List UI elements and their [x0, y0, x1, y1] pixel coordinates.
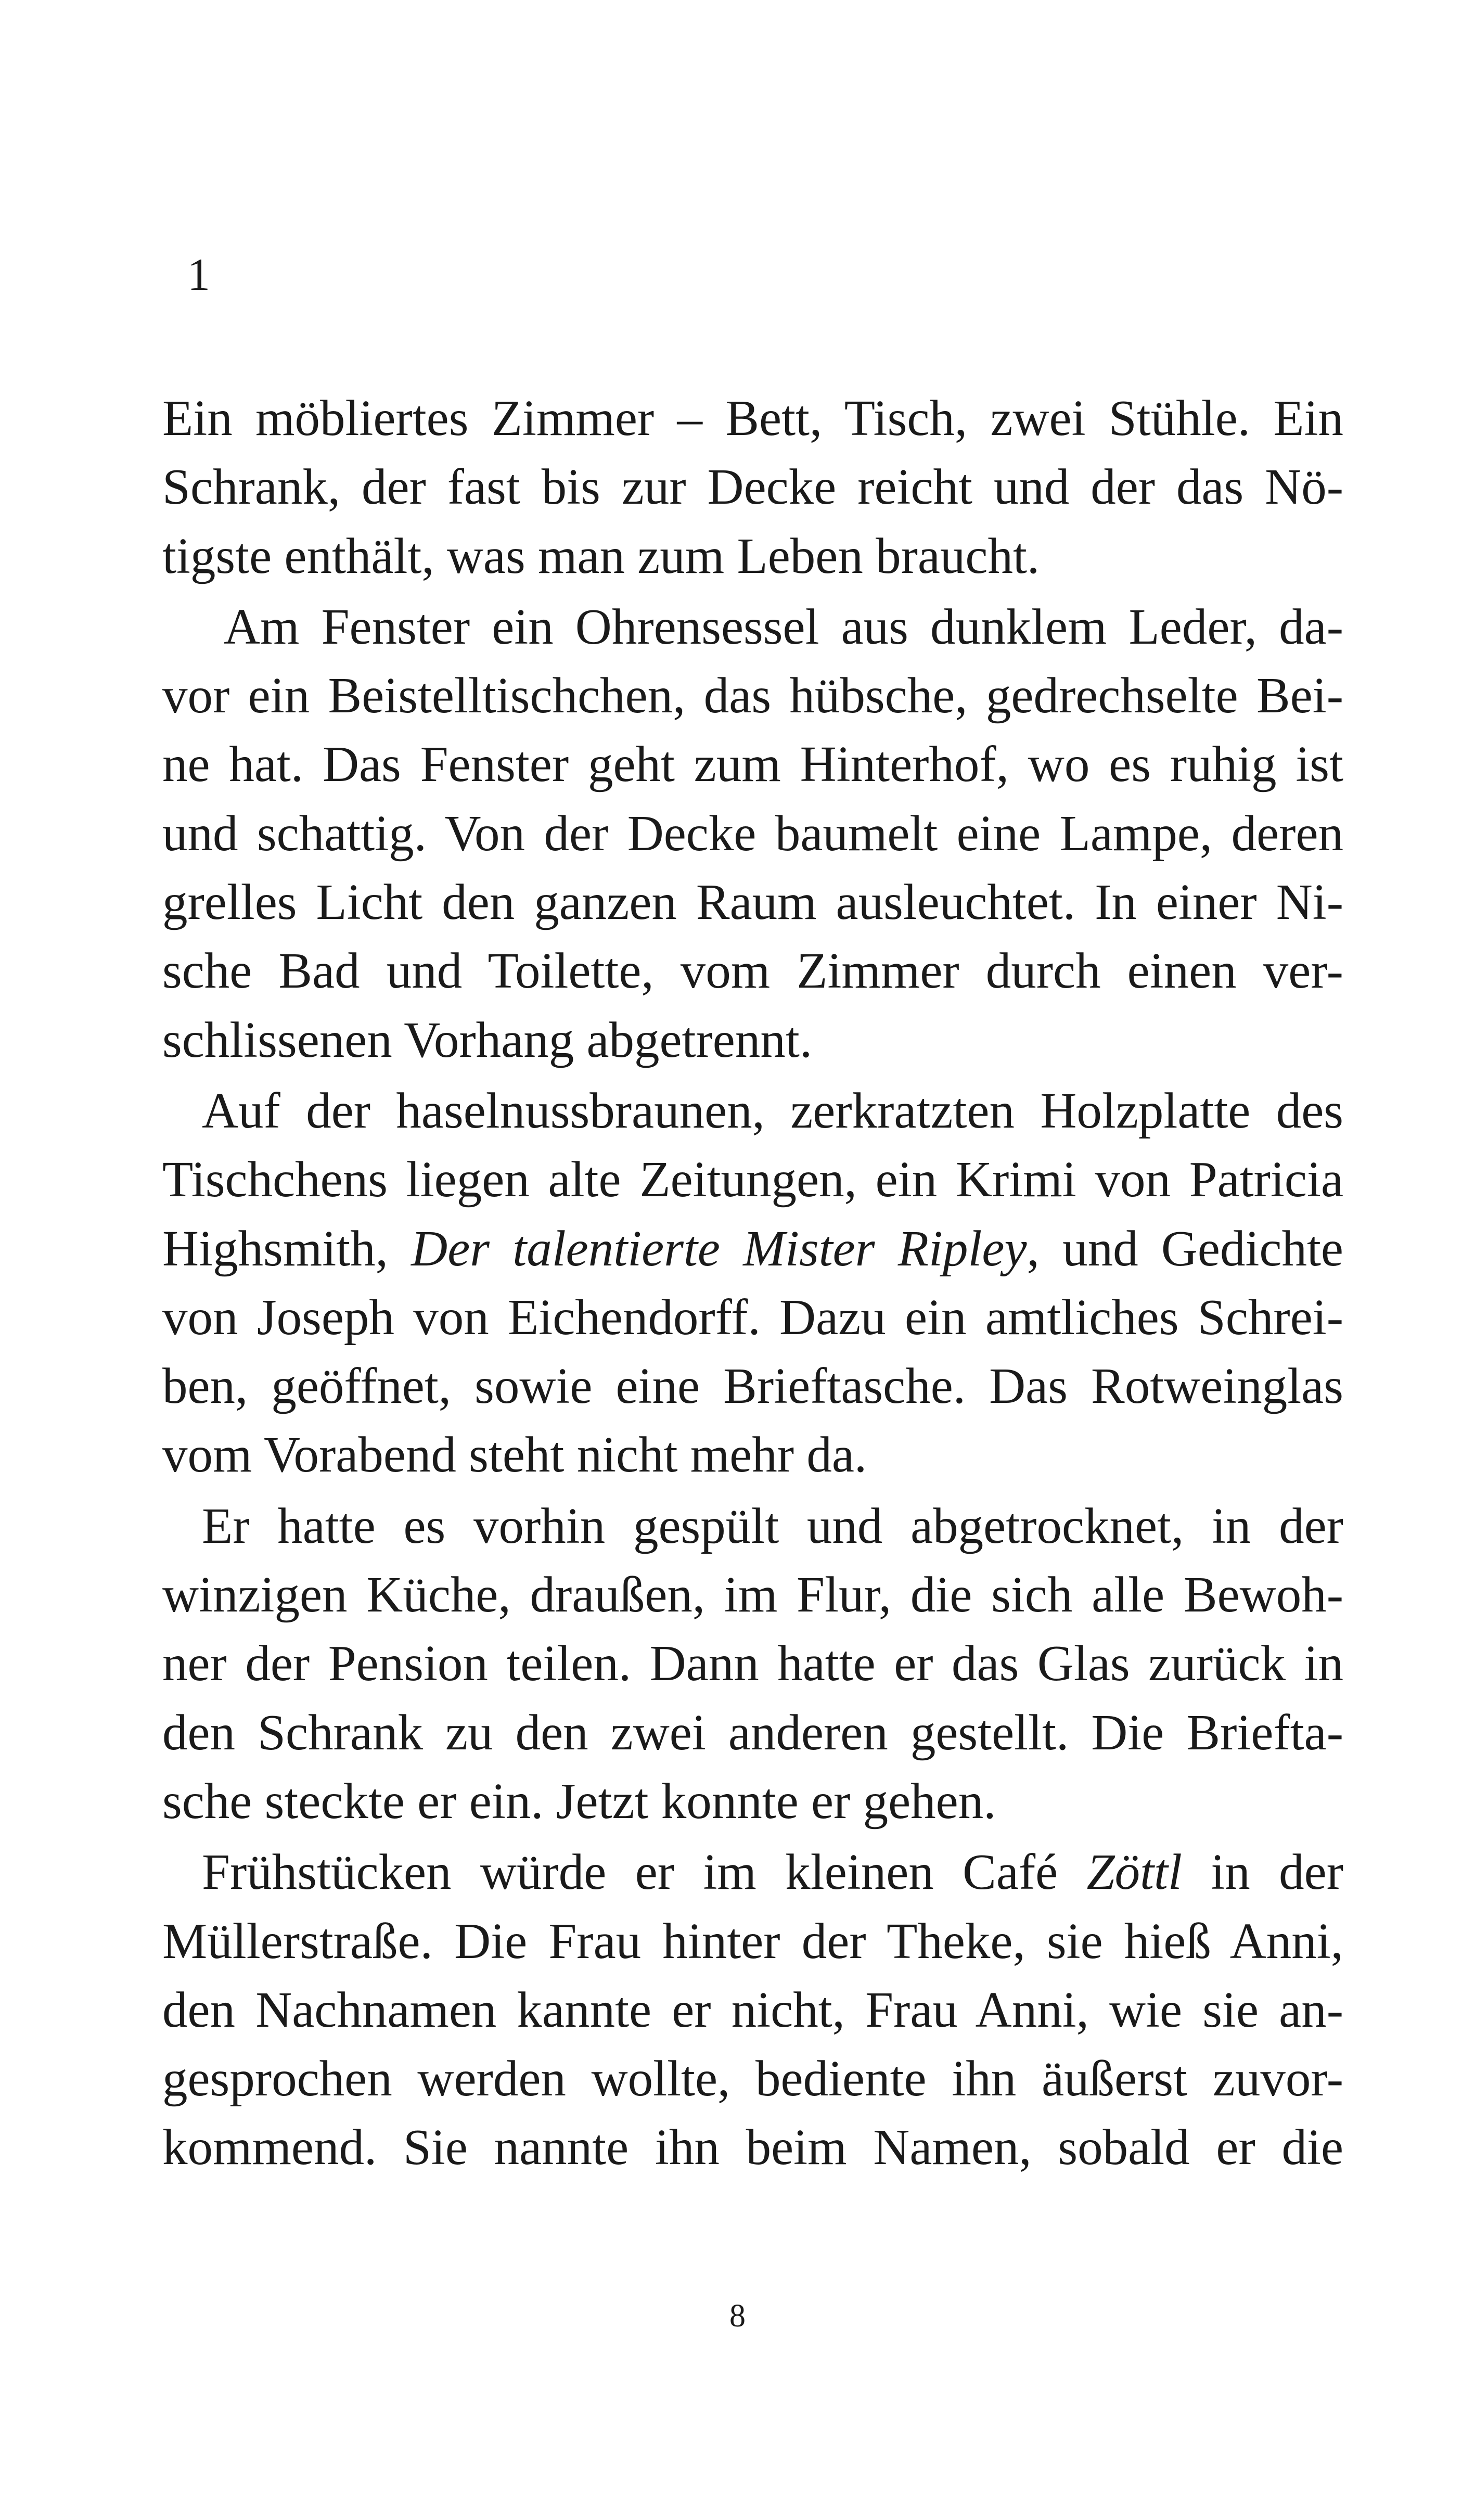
- book-title: Der talentierte Mister Ripley: [411, 1220, 1027, 1276]
- text-fragment: Highsmith,: [162, 1220, 412, 1276]
- paragraph-1: [162, 384, 1343, 591]
- text-line: von Joseph von Eichendorff. Dazu ein amtliches Schrei-: [162, 1289, 1343, 1345]
- text-line: [162, 1838, 1343, 1907]
- cafe-name: Zöttl: [1086, 1844, 1182, 1900]
- text-line: kommend. Sie nannte ihn beim Namen, sobald er die: [162, 2119, 1343, 2176]
- paragraph-2: [162, 593, 1343, 1074]
- text-line: sche Bad und Toilette, vom Zimmer durch einen ver-: [162, 943, 1343, 999]
- text-line: winzigen Küche, draußen, im Flur, die sich alle Bewoh-: [162, 1567, 1343, 1623]
- text-line: vom Vorabend steht nicht mehr da.: [162, 1427, 867, 1483]
- text-line: den Nachnamen kannte er nicht, Frau Anni, wie sie an-: [162, 1981, 1343, 2038]
- text-line: schlissenen Vorhang abgetrennt.: [162, 1012, 813, 1068]
- text-line: ne hat. Das Fenster geht zum Hinterhof, wo es ruhig ist: [162, 736, 1343, 792]
- text-line: ben, geöffnet, sowie eine Brieftasche. Das Rotweinglas: [162, 1358, 1343, 1414]
- paragraph-5: [162, 1838, 1343, 2182]
- text-line: Er hatte es vorhin gespült und abgetrocknet, in der: [202, 1498, 1343, 1554]
- text-line: Am Fenster ein Ohrensessel aus dunklem Leder, da-: [224, 598, 1343, 655]
- text-line: Ein möbliertes Zimmer – Bett, Tisch, zwei Stühle. Ein: [162, 390, 1343, 446]
- text-line: [162, 1214, 1343, 1283]
- text-line: Müllerstraße. Die Frau hinter der Theke, sie hieß Anni,: [162, 1913, 1343, 1969]
- text-line: sche steckte er ein. Jetzt konnte er gehen.: [162, 1773, 996, 1829]
- text-fragment: Frühstücken würde er im kleinen Café: [202, 1844, 1087, 1900]
- text-line: grelles Licht den ganzen Raum ausleuchtet. In einer Ni-: [162, 874, 1343, 930]
- text-line: Auf der haselnussbraunen, zerkratzten Holzplatte des: [202, 1082, 1343, 1139]
- text-line: vor ein Beistelltischchen, das hübsche, gedrechselte Bei-: [162, 668, 1343, 724]
- text-line: den Schrank zu den zwei anderen gestellt. Die Briefta-: [162, 1704, 1343, 1760]
- text-line: und schattig. Von der Decke baumelt eine Lampe, deren: [162, 805, 1343, 861]
- text-line: tigste enthält, was man zum Leben braucht.: [162, 528, 1040, 584]
- text-line: Tischchens liegen alte Zeitungen, ein Krimi von Patricia: [162, 1152, 1343, 1208]
- paragraph-3: [162, 1077, 1343, 1490]
- page-number: 8: [729, 2298, 746, 2334]
- text-line: ner der Pension teilen. Dann hatte er das Glas zurück in: [162, 1635, 1343, 1692]
- text-line: Schrank, der fast bis zur Decke reicht und der das Nö-: [162, 459, 1343, 515]
- chapter-number: 1: [187, 250, 210, 300]
- text-fragment: in der: [1182, 1844, 1343, 1900]
- body-text: [162, 384, 1343, 2182]
- paragraph-4: [162, 1492, 1343, 1836]
- text-fragment: , und Gedichte: [1027, 1220, 1343, 1276]
- text-line: gesprochen werden wollte, bediente ihn äußerst zuvor-: [162, 2051, 1343, 2107]
